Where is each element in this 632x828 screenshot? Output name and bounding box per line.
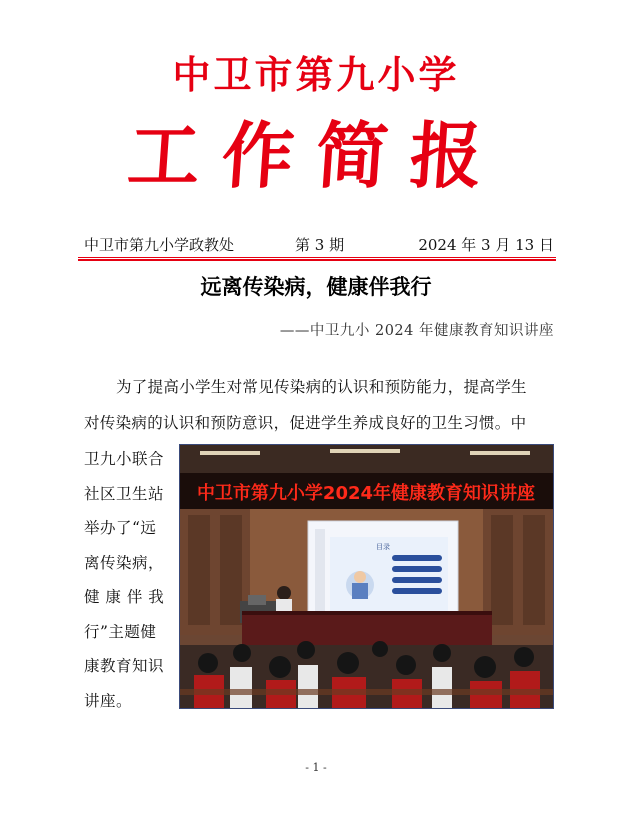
header-rule-thin [78,257,556,258]
side-text-line: 康教育知识 [84,657,165,675]
article-title: 远离传染病，健康伴我行 [200,274,432,299]
issue-info-row [84,232,554,254]
article-subtitle: ——中卫九小 2024 年健康教育知识讲座 [279,323,554,339]
page-number: - 1 - [305,761,327,774]
side-text-line: 讲座。 [84,691,133,710]
side-text-line: 行”主题健 [84,622,157,641]
paragraph-line: 对传染病的认识和预防意识，促进学生养成良好的卫生习惯。中 [84,414,527,432]
side-text-line: 健 康 伴 我 [84,588,165,606]
slide-heading: 目录 [376,543,390,551]
side-text-line: 社区卫生站 [84,484,165,503]
issue-department: 中卫市第九小学政教处 [84,236,235,254]
side-text-column [84,444,174,720]
side-text-line: 卫九小联合 [84,450,165,468]
masthead-school-name: 中卫市第九小学 [172,52,460,97]
masthead-title: 工作简报 [125,113,508,198]
issue-date: 2024 年 3 月 13 日 [418,236,554,254]
paragraph-line: 为了提高小学生对常见传染病的认识和预防能力，提高学生 [116,378,527,396]
led-banner-text: 中卫市第九小学2024年健康教育知识讲座 [196,483,536,504]
header-rule-thick [78,259,556,261]
side-text-line: 举办了“远 [84,519,157,537]
side-text-line: 离传染病， [84,553,165,572]
lecture-photo [179,444,554,709]
issue-number: 第 3 期 [295,236,345,254]
